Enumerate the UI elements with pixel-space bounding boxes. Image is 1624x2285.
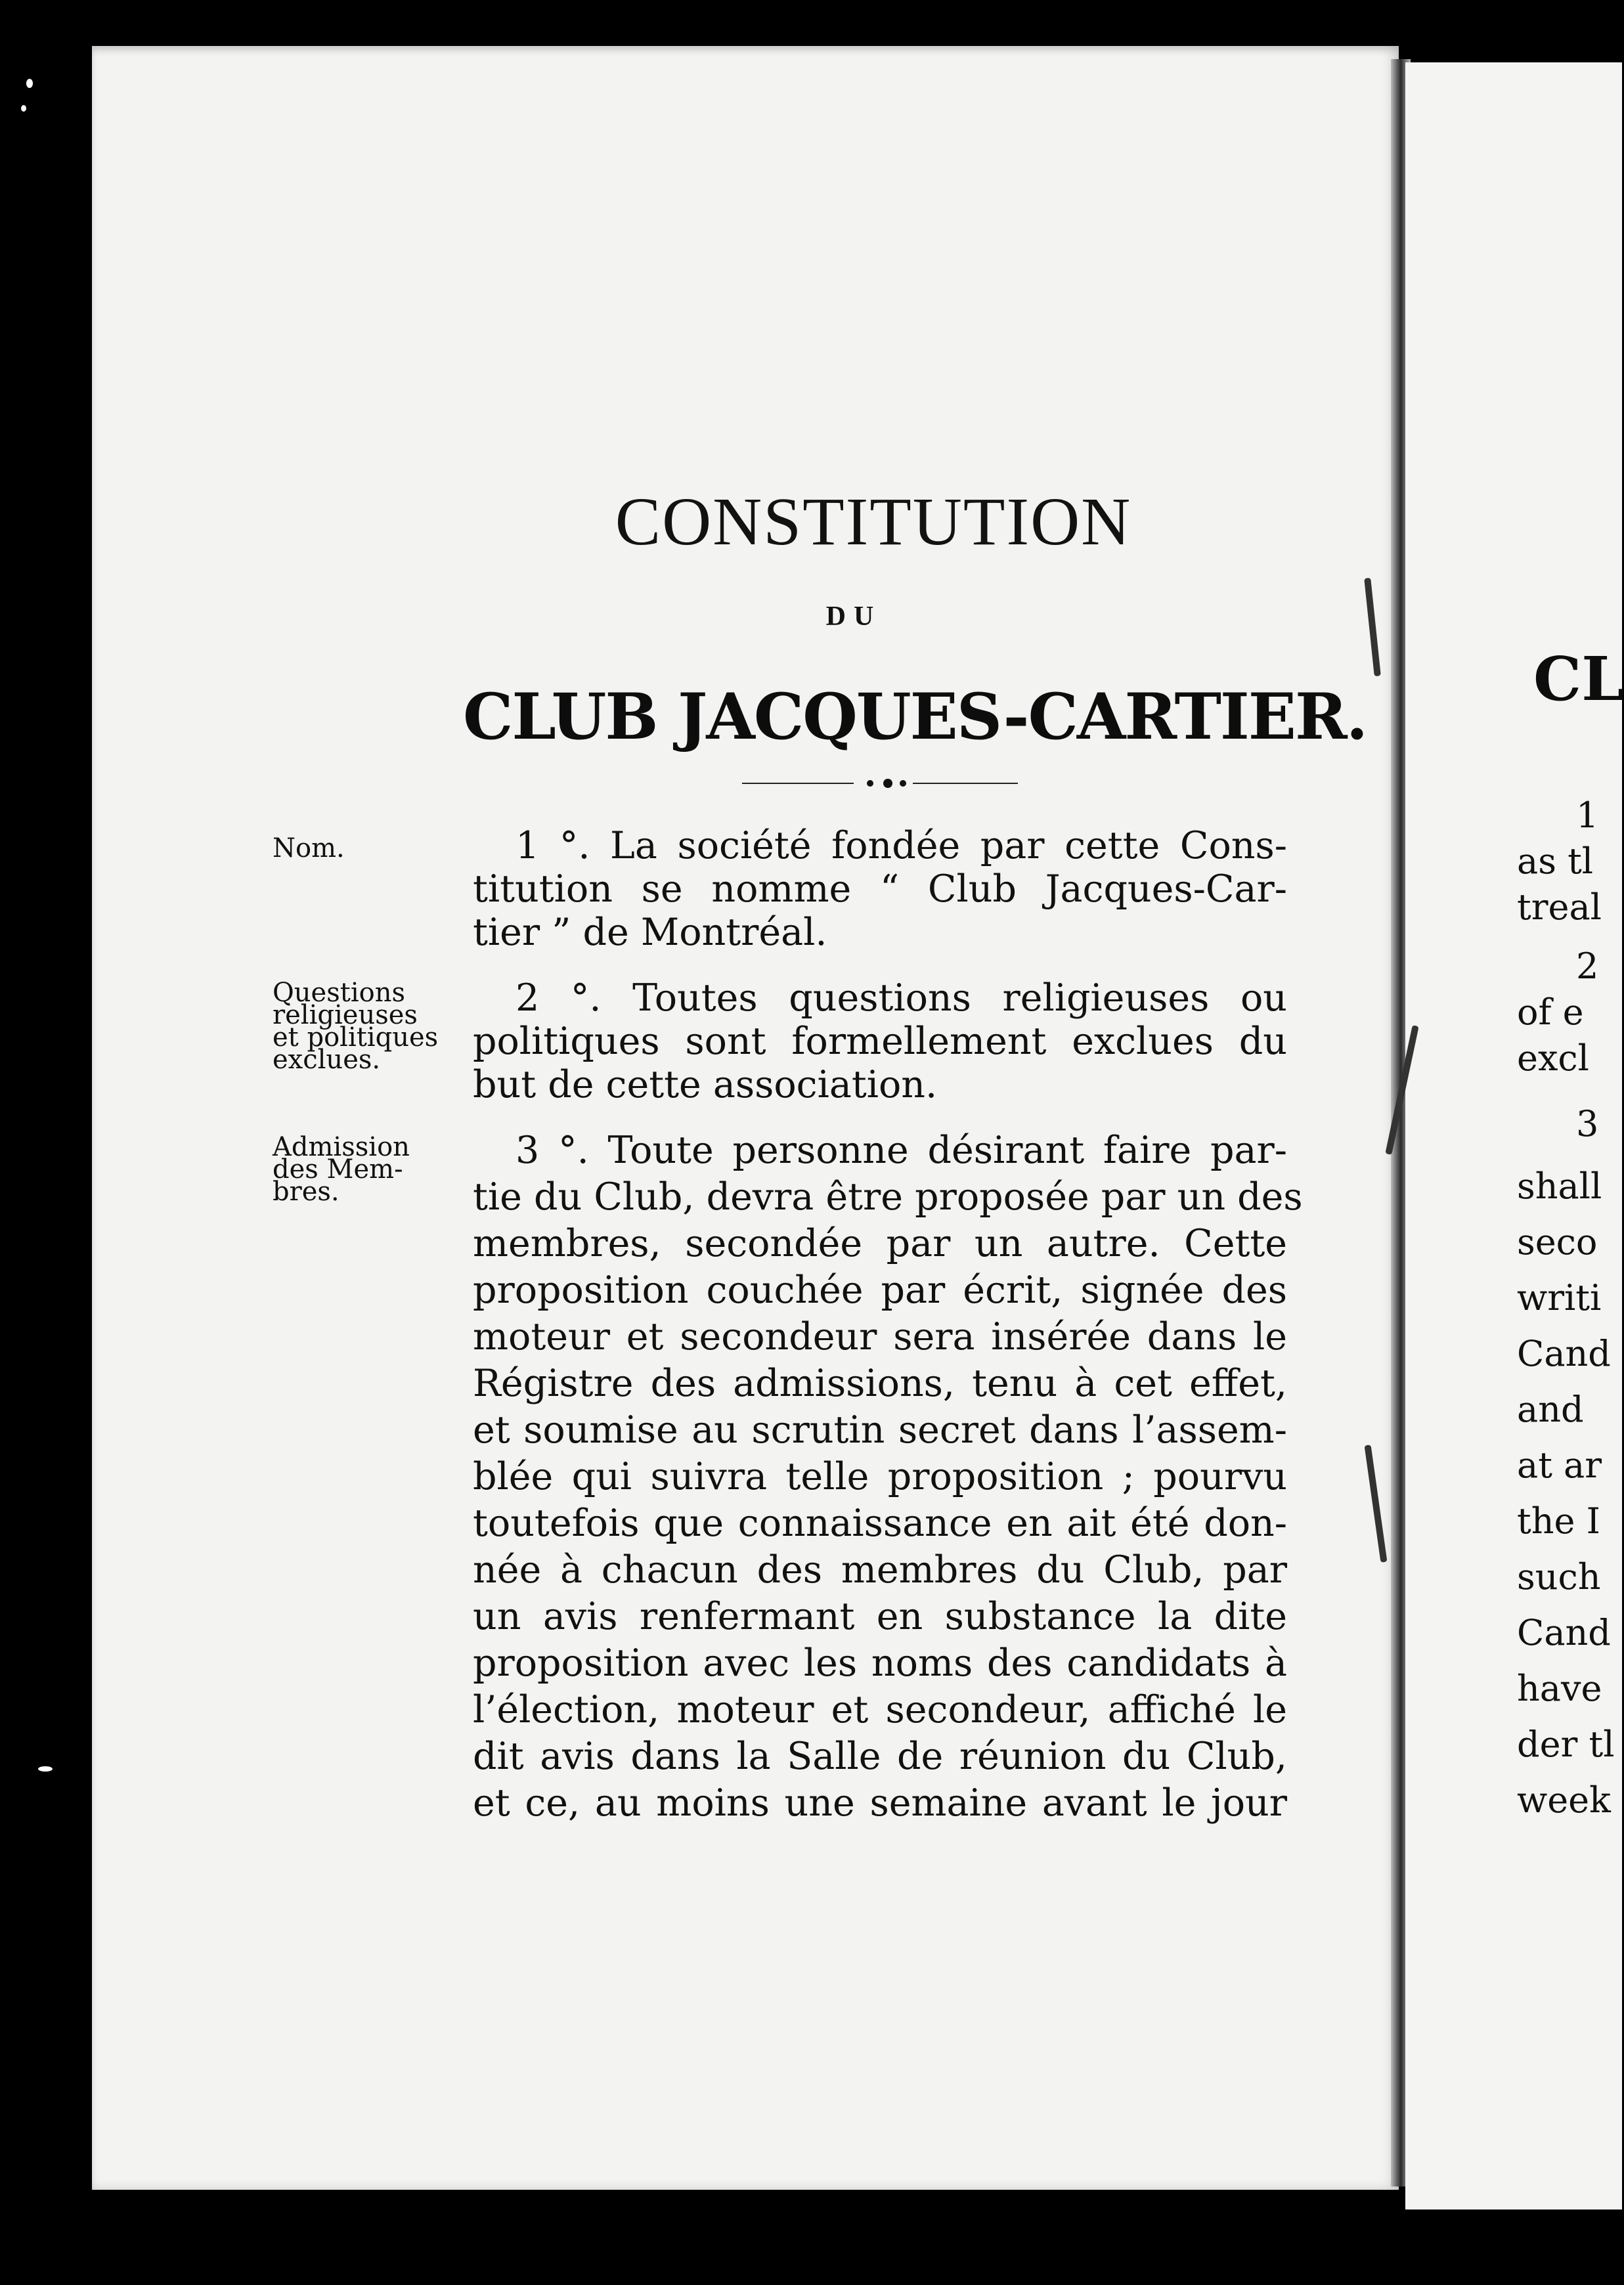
body-line: moteur et secondeur sera insérée dans le [473,1315,1287,1359]
margin-note-admission: Admission des Mem- bres. [273,1132,410,1207]
body-line: 3 °. Toute personne désirant faire par- [516,1129,1287,1172]
body-line: proposition couchée par écrit, signée des [473,1269,1287,1312]
club-name-heading: CLUB JACQUES-CARTIER. [463,680,1367,754]
body-line: blée qui suivra telle proposition ; pourvu [473,1455,1287,1498]
right-page-line: of e [1517,991,1584,1033]
right-page-line: have [1517,1668,1602,1709]
right-page-line: excl [1517,1037,1589,1079]
body-line: toutefois que connaissance en ait été don- [473,1502,1287,1545]
body-line: politiques sont formellement exclues du [473,1020,1287,1063]
right-page-line: the I [1517,1500,1600,1542]
right-page-line: week [1517,1779,1611,1821]
scan-speck [21,105,26,112]
right-page-line: 2 [1576,946,1599,987]
right-page-line: Cand [1517,1333,1611,1374]
body-line: et soumise au scrutin secret dans l’assem- [473,1408,1287,1452]
ornament-divider [742,780,1018,787]
body-line: l’élection, moteur et secondeur, affiché le [473,1688,1287,1731]
right-page-line: and [1517,1389,1584,1430]
right-page-line: treal [1517,886,1602,928]
body-line: tie du Club, devra être proposée par un des [473,1175,1303,1219]
body-line: un avis renfermant en substance la dite [473,1595,1287,1638]
body-line: proposition avec les noms des candidats à [473,1642,1287,1685]
body-line: membres, secondée par un autre. Cette [473,1222,1287,1265]
right-page-line: seco [1517,1221,1598,1263]
right-page-heading: CL [1533,643,1624,714]
right-page-line: 3 [1576,1103,1599,1144]
body-line: née à chacun des membres du Club, par [473,1548,1287,1592]
title-subtitle: DU [825,601,882,632]
body-line: 2 °. Toutes questions religieuses ou [516,976,1287,1020]
body-line: et ce, au moins une semaine avant le jour [473,1781,1287,1825]
margin-note-nom: Nom. [273,833,345,863]
body-line: titution se nomme “ Club Jacques-Car- [473,867,1287,911]
body-line: but de cette association. [473,1063,938,1106]
body-line: Régistre des admissions, tenu à cet effet, [473,1362,1287,1405]
scan-speck [26,79,33,88]
scan-speck [38,1766,53,1772]
body-line: tier ” de Montréal. [473,911,827,954]
body-line: dit avis dans la Salle de réunion du Club, [473,1735,1287,1778]
right-page-line: der tl [1517,1724,1615,1765]
right-page-line: shall [1517,1165,1602,1207]
left-page [92,46,1399,2190]
right-page-line: such [1517,1556,1601,1598]
right-page-line: 1 [1576,794,1599,836]
body-line: 1 °. La société fondée par cette Cons- [516,824,1287,867]
margin-note-questions: Questions religieuses et politiques exclues. [273,978,439,1075]
right-page-line: writi [1517,1277,1602,1318]
right-page-line: as tl [1517,840,1594,882]
right-page-line: Cand [1517,1612,1611,1653]
page-title: CONSTITUTION [615,484,1132,559]
right-page-line: at ar [1517,1445,1602,1486]
